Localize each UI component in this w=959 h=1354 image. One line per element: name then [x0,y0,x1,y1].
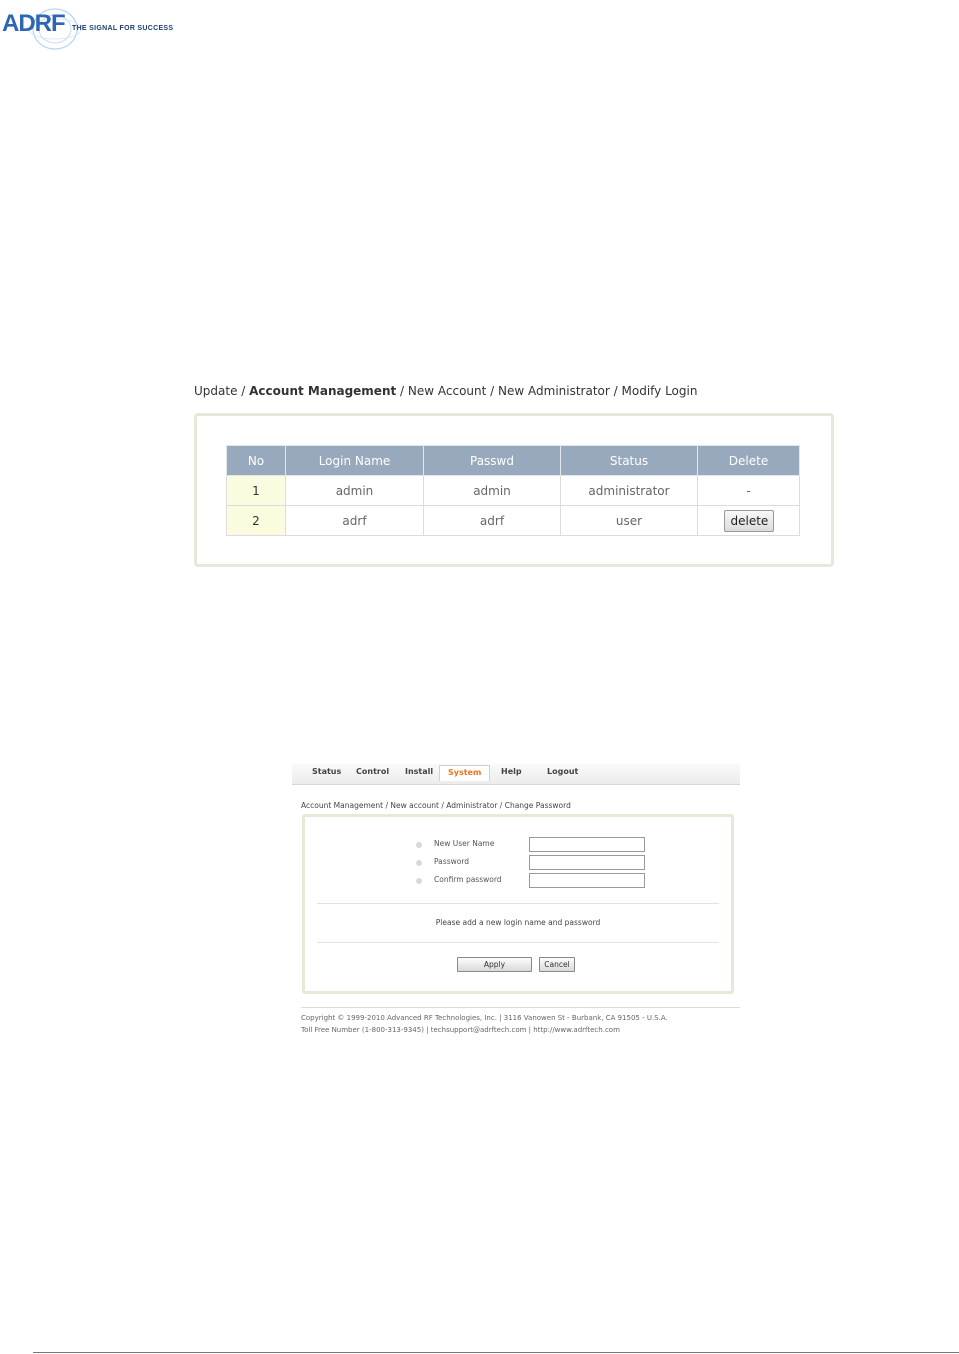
cell-no: 1 [227,476,286,506]
adrf-logo [2,6,172,48]
field-label: New User Name [434,839,495,848]
cell-delete [698,506,800,536]
tab-status[interactable]: Status [312,767,342,776]
header-login-name: Login Name [286,446,424,476]
breadcrumb-sep: / [237,384,250,398]
breadcrumb-2: Account Management / New account / Administrator / Change Password [301,801,571,810]
apply-button[interactable]: Apply [457,957,532,972]
cell-no: 2 [227,506,286,536]
delete-button[interactable]: delete [724,510,774,532]
breadcrumb-modify-login[interactable]: Modify Login [621,384,698,398]
field-label: Confirm password [434,875,502,884]
divider [317,942,719,943]
breadcrumb-new-administrator[interactable]: New Administrator [498,384,610,398]
header-delete: Delete [698,446,800,476]
tab-control[interactable]: Control [356,767,390,776]
field-label: Password [434,857,470,866]
divider [317,903,719,904]
breadcrumb-sep: / [609,384,622,398]
footer-copyright: Copyright © 1999-2010 Advanced RF Technologies, Inc. | 3116 Vanowen St - Burbank, CA 91505 - U.S.A. [301,1014,668,1022]
bullet-icon [416,842,422,848]
account-table [226,445,800,536]
breadcrumb-new-account[interactable]: New Account [407,384,487,398]
table-header-row [227,446,800,476]
breadcrumb-sep: / [486,384,499,398]
table-row [227,506,800,536]
top-nav-tabs [292,764,740,785]
cell-status: user [561,506,698,536]
tab-help[interactable]: Help [501,767,522,776]
cell-login-name: adrf [286,506,424,536]
cell-passwd: adrf [424,506,561,536]
breadcrumb-account-management[interactable]: Account Management [249,384,397,398]
logo-tagline: THE SIGNAL FOR SUCCESS [72,25,174,32]
tab-install[interactable]: Install [405,767,434,776]
table-row [227,476,800,506]
confirm-password-input[interactable] [529,873,645,888]
breadcrumb-sep: / [396,384,408,398]
header-no: No [227,446,286,476]
cell-delete: - [698,476,800,506]
footer-contact: Toll Free Number (1-800-313-9345) | techsupport@adrftech.com | http://www.adrftech.com [301,1026,620,1034]
change-password-screenshot [292,764,740,1044]
cell-status: administrator [561,476,698,506]
breadcrumb-1 [194,384,697,398]
logo-letters: ADRF [2,10,65,37]
cell-login-name: admin [286,476,424,506]
instruction-message: Please add a new login name and password [435,918,601,927]
password-input[interactable] [529,855,645,870]
page-bottom-rule [33,1352,959,1353]
footer-divider [301,1007,740,1008]
breadcrumb-update[interactable]: Update [194,384,238,398]
change-password-panel [302,814,734,994]
bullet-icon [416,878,422,884]
header-passwd: Passwd [424,446,561,476]
cell-passwd: admin [424,476,561,506]
header-status: Status [561,446,698,476]
bullet-icon [416,860,422,866]
tab-system[interactable]: System [439,765,490,781]
cancel-button[interactable]: Cancel [539,957,575,972]
tab-logout[interactable]: Logout [547,767,579,776]
new-user-name-input[interactable] [529,837,645,852]
